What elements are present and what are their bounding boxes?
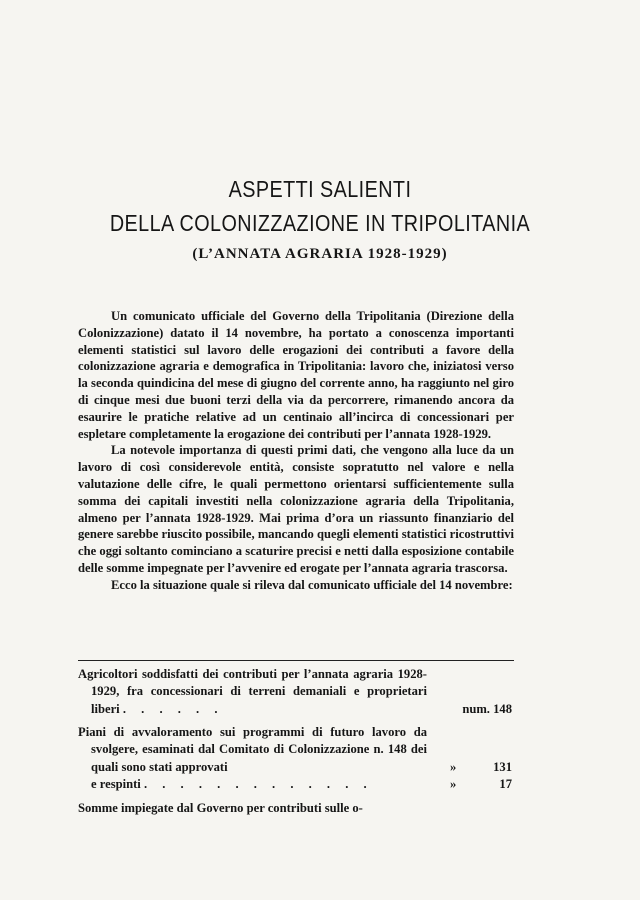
entry-text: Piani di avvaloramento sui programmi di futuro lavoro da svolgere, esaminati dal Comitato di Colonizzazione n. 148 dei quali sono stati approvati e respinti . . . . . . . . . . . . . [78, 725, 427, 792]
title-line-2: DELLA COLONIZZAZIONE IN TRIPOLITANIA [109, 210, 531, 236]
entry-value-rejected: 17 [499, 777, 512, 792]
subtitle: (L’ANNATA AGRARIA 1928-1929) [192, 246, 448, 262]
entry-value: num. 148 [462, 701, 512, 716]
divider-rule [78, 660, 514, 661]
entry-text: Somme impiegate dal Governo per contributi sulle o- [78, 801, 363, 815]
paragraph-2: La notevole importanza di questi primi dati, che vengono alla luce da un lavoro di così considerevole entità, consiste sopratutto nel valore e nella valutazione delle cifre, le quali permettono orientarsi sufficientemente sulla somma dei capitali investiti nella colonizzazione agraria della Tripolitania, almeno per l’annata 1928-1929. Mai prima d’ora un riassunto finanziario del genere sarebbe riuscito possibile, mancando quegli elementi statistici ricostruttivi che oggi soltanto cominciano a scaturire precisi e netti dalla esposizione contabile delle somme impegnate per l’avvenire ed erogate per l’annata agraria trascorsa. [78, 443, 514, 575]
stat-entry-funds [78, 800, 514, 817]
leader-dots: . . . . . . [122, 701, 224, 716]
entry-text: Agricoltori soddisfatti dei contributi per l’annata agraria 1928-1929, fra concessionari di terreni demaniali e proprietari liberi . . . . . . [78, 667, 427, 716]
entry-value-approved: 131 [493, 759, 512, 774]
ditto-mark: » [450, 777, 457, 792]
leader-dots: . . . . . . . . . . . . . [143, 777, 373, 792]
paragraph-3: Ecco la situazione quale si rileva dal comunicato ufficiale del 14 novembre: [111, 577, 513, 592]
ditto-mark: » [450, 759, 457, 774]
article-body [78, 308, 514, 594]
stat-entry-farmers [78, 666, 514, 718]
title-line-1: ASPETTI SALIENTI [228, 176, 412, 202]
paragraph-1: Un comunicato ufficiale del Governo della Tripolitania (Direzione della Colonizzazione) datato il 14 novembre, ha portato a conoscenza importanti elementi statistici sul lavoro delle erogazioni dei contributi a favore della colonizzazione agraria e demografica in Tripolitania: lavoro che, iniziatosi verso la seconda quindicina del mese di giugno del corrente anno, ha raggiunto nel giro di cinque mesi due buoni terzi della via da percorrere, rimanendo ancora da esaurire le pratiche relative ad un centinaio all’incirca di concessionari per espletare completamente la erogazione dei contributi per l’annata 1928-1929. [78, 309, 514, 441]
stat-entry-plans [78, 724, 514, 794]
